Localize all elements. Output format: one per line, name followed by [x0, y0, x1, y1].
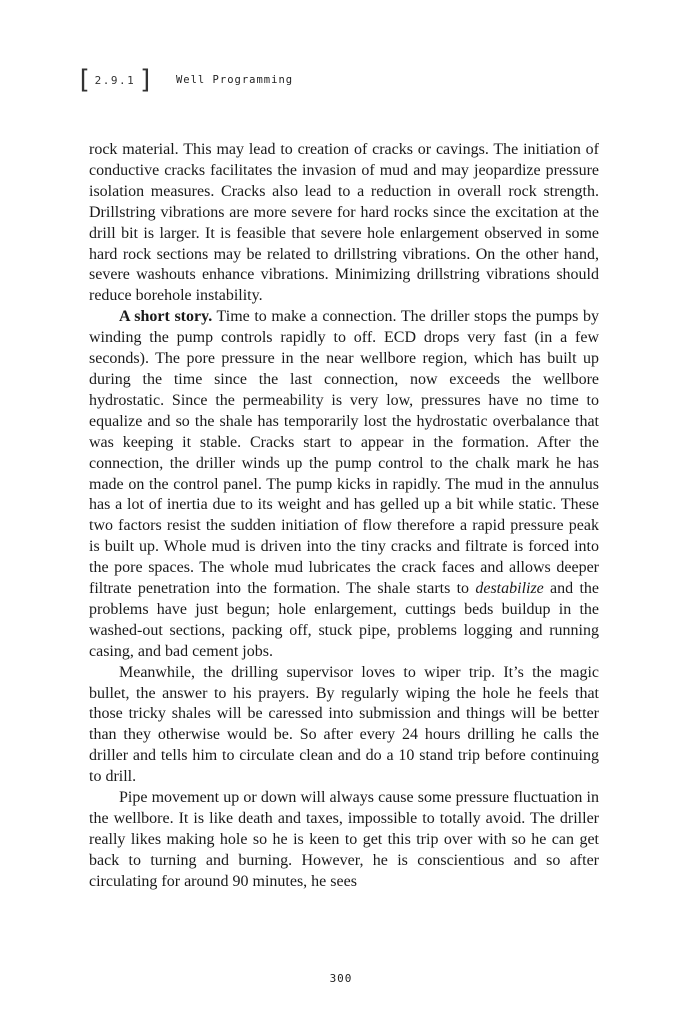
- section-number: 2.9.1: [94, 73, 136, 87]
- paragraph-pipe-movement: Pipe movement up or down will always cause some pressure fluctuation in the wellbore. It is like death and taxes, impossible to totally avoid. The driller really likes making hole so he is keen to get this trip over with so he can get back to turning and burning. However, he is conscientious and so after circulating for around 90 minutes, he sees: [89, 789, 599, 890]
- paragraph-lead-in: A short story.: [119, 308, 213, 326]
- page-number: 300: [329, 972, 353, 985]
- section-bracket-close: ]: [138, 65, 154, 95]
- paragraph-text: and the problems have just begun; hole enlargement, cuttings beds buildup in the washed-out sections, packing off, stuck pipe, problems logging and running casing, and bad cement jobs.: [89, 580, 599, 660]
- paragraph-wiper-trip: Meanwhile, the drilling supervisor loves to wiper trip. It’s the magic bullet, the answer to his prayers. By regularly wiping the hole he feels that those tricky shales will be caressed into submission and things will be better than they otherwise would be. So after every 24 hours drilling he calls the driller and tells him to circulate clean and do a 10 stand trip before continuing to drill.: [89, 663, 599, 786]
- body-text: [89, 140, 599, 893]
- paragraph-text: Time to make a connection. The driller stops the pumps by winding the pump controls rapidly to off. ECD drops very fast (in a few seconds). The pore pressure in the near wellbore region, which has built up during the time since the last connection, now exceeds the wellbore hydrostatic. Since the permeability is very low, pressures have no time to equalize and so the shale has temporarily lost the hydrostatic overbalance that was keeping it stable. Cracks start to appear in the formation. After the connection, the driller winds up the pump control to the chalk mark he has made on the control panel. The pump kicks in rapidly. The mud in the annulus has a lot of inertia due to its weight and has gelled up a bit while static. These two factors resist the sudden initiation of flow therefore a rapid pressure peak is built up. Whole mud is driven into the tiny cracks and filtrate is forced into the pore spaces. The whole mud lubricates the crack faces and allows deeper filtrate penetration into the formation. The shale starts to: [89, 308, 599, 598]
- running-head: [76, 66, 293, 94]
- emphasis-term: destabilize: [475, 580, 544, 598]
- paragraph-short-story: [89, 307, 599, 662]
- running-head-title: Well Programming: [175, 74, 294, 86]
- section-bracket-open: [: [76, 65, 92, 95]
- paragraph-continued: rock material. This may lead to creation of cracks or cavings. The initiation of conductive cracks facilitates the invasion of mud and may jeopardize pressure isolation measures. Cracks also lead to a reduction in overall rock strength. Drillstring vibrations are more severe for hard rocks since the excitation at the drill bit is larger. It is feasible that severe hole enlargement observed in some hard rock sections may be related to drillstring vibrations. On the other hand, severe washouts enhance vibrations. Minimizing drillstring vibrations should reduce borehole instability.: [89, 141, 599, 305]
